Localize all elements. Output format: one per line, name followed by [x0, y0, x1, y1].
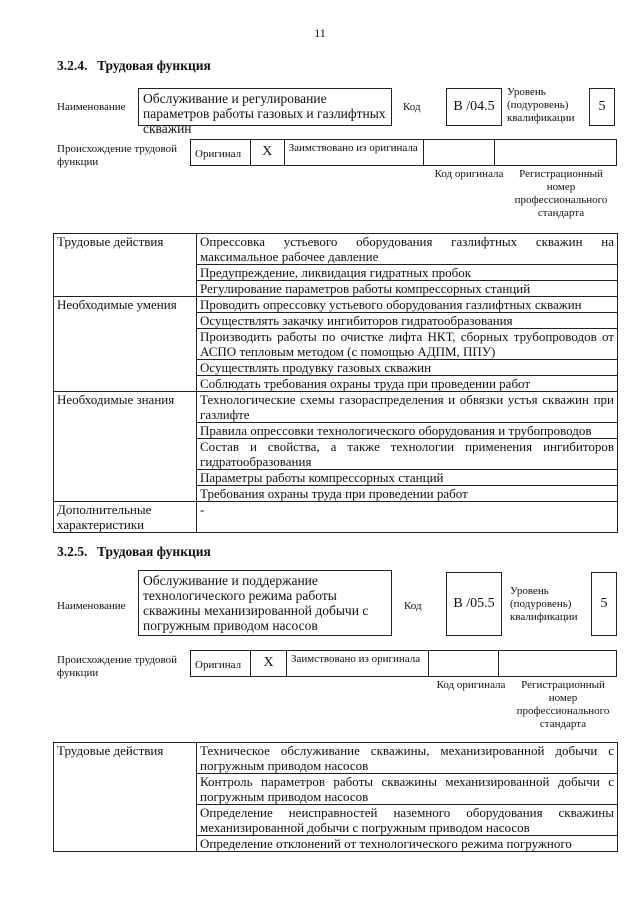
function-table: [53, 742, 618, 852]
section-title: Трудовая функция: [97, 58, 211, 73]
origin-label: Происхождение трудовой функции: [57, 654, 178, 679]
row-heading: Трудовые действия: [54, 743, 197, 852]
row-item: Регулирование параметров работы компрессорных станций: [197, 281, 618, 297]
origin-label: Происхождение трудовой функции: [57, 143, 178, 168]
row-item: Осуществлять закачку ингибиторов гидратообразования: [197, 313, 618, 329]
table-row: [54, 502, 618, 533]
row-item: Контроль параметров работы скважины механизированной добычи с погружным приводом насосов: [197, 774, 618, 805]
table-row: [54, 297, 618, 313]
borrowed-label: Заимствовано из оригинала: [287, 651, 429, 676]
row-heading: Необходимые умения: [54, 297, 197, 392]
row-item: Состав и свойства, а также технологии применения ингибиторов гидратообразования: [197, 439, 618, 470]
reg-number-cell: [499, 651, 616, 676]
row-item: Требования охраны труда при проведении работ: [197, 486, 618, 502]
row-item: Опрессовка устьевого оборудования газлифтных скважин на максимальное рабочее давление: [197, 234, 618, 265]
original-mark: X: [251, 651, 287, 676]
function-name: Обслуживание и поддержание технологического режима работы скважины механизированной добычи с погружным приводом насосов: [138, 570, 392, 636]
level-label: Уровень (подуровень) квалификации: [510, 585, 578, 623]
code-value: B /05.5: [446, 572, 502, 636]
original-label: Оригинал: [191, 651, 251, 676]
table-row: [54, 392, 618, 423]
page-number: 11: [314, 26, 326, 40]
original-label: Оригинал: [191, 140, 251, 165]
origin-row: [190, 650, 617, 677]
level-label: Уровень (подуровень) квалификации: [507, 86, 575, 124]
row-item: Соблюдать требования охраны труда при проведении работ: [197, 376, 618, 392]
row-item: Производить работы по очистке лифта НКТ, сборных трубопроводов от АСПО тепловым методом (с помощью АДПМ, ППУ): [197, 329, 618, 360]
code-value: B /04.5: [446, 88, 502, 126]
code-original-label: Код оригинала: [436, 679, 506, 691]
code-label: Код: [403, 101, 421, 113]
row-item: Правила опрессовки технологического оборудования и трубопроводов: [197, 423, 618, 439]
code-original-cell: [429, 651, 499, 676]
origin-row: [190, 139, 617, 166]
level-value: 5: [591, 572, 617, 636]
row-item: Определение отклонений от технологического режима погружного: [197, 836, 618, 852]
row-item: Техническое обслуживание скважины, механизированной добычи с погружным приводом насосов: [197, 743, 618, 774]
row-heading: Необходимые знания: [54, 392, 197, 502]
level-value: 5: [589, 88, 615, 126]
row-item: Проводить опрессовку устьевого оборудования газлифтных скважин: [197, 297, 618, 313]
code-original-cell: [424, 140, 495, 165]
section-title: Трудовая функция: [97, 544, 211, 559]
function-table: [53, 233, 618, 533]
original-mark: X: [251, 140, 285, 165]
reg-number-label: Регистрационный номер профессионального стандарта: [514, 168, 608, 219]
row-item: -: [197, 502, 618, 533]
name-label: Наименование: [57, 101, 126, 113]
borrowed-label: Заимствовано из оригинала: [285, 140, 424, 165]
table-row: [54, 743, 618, 774]
row-item: Определение неисправностей наземного оборудования скважины механизированной добычи с погружным приводом насосов: [197, 805, 618, 836]
reg-number-label: Регистрационный номер профессионального стандарта: [516, 679, 610, 730]
section-number: 3.2.5.: [57, 544, 88, 559]
row-item: Предупреждение, ликвидация гидратных пробок: [197, 265, 618, 281]
row-heading: Дополнительные характеристики: [54, 502, 197, 533]
code-original-label: Код оригинала: [434, 168, 504, 180]
row-item: Технологические схемы газораспределения и обвязки устья скважин при газлифте: [197, 392, 618, 423]
reg-number-cell: [495, 140, 616, 165]
table-row: [54, 234, 618, 265]
row-item: Осуществлять продувку газовых скважин: [197, 360, 618, 376]
code-label: Код: [404, 600, 422, 612]
section-number: 3.2.4.: [57, 58, 88, 73]
row-item: Параметры работы компрессорных станций: [197, 470, 618, 486]
function-name: Обслуживание и регулирование параметров работы газовых и газлифтных скважин: [138, 88, 392, 126]
name-label: Наименование: [57, 600, 126, 612]
row-heading: Трудовые действия: [54, 234, 197, 297]
